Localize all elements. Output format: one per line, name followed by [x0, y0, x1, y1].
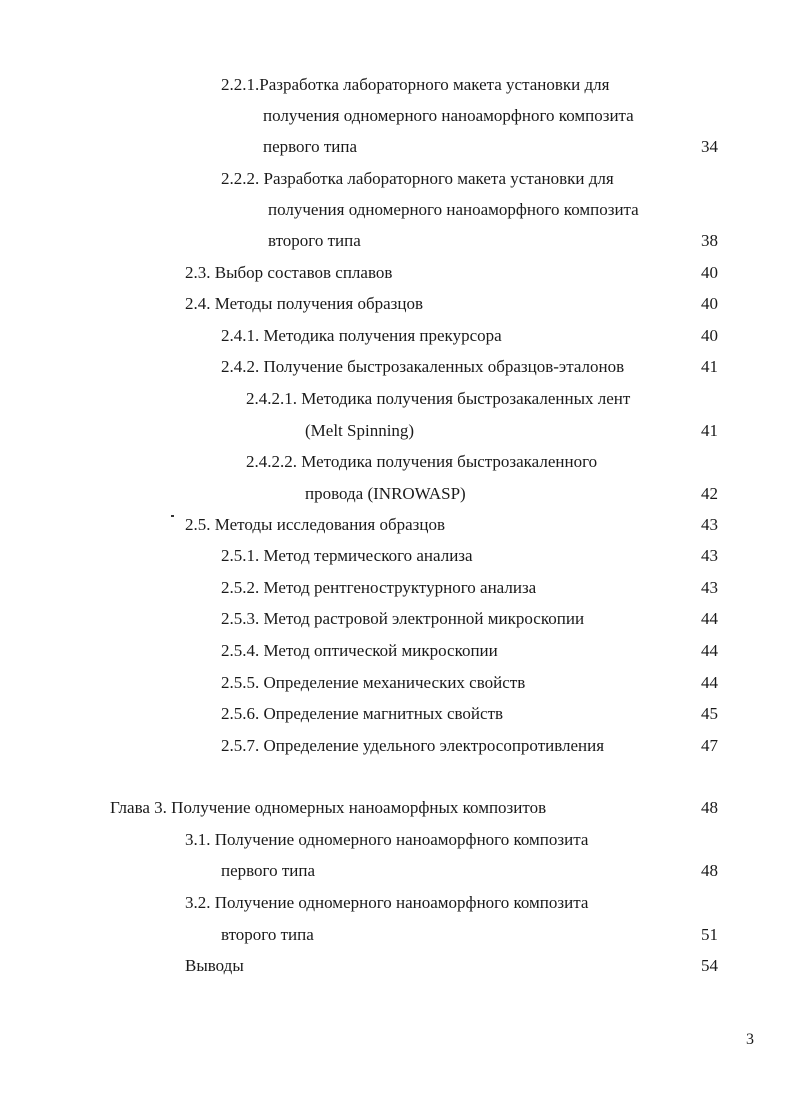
toc-entry-text: 2.4.2.2. Методика получения быстрозакаленного — [246, 452, 598, 471]
toc-entry-text: получения одномерного наноаморфного композита — [263, 106, 634, 125]
toc-entry-text: получения одномерного наноаморфного композита — [268, 200, 639, 219]
toc-entry-text: 3.1. Получение одномерного наноаморфного композита — [185, 830, 589, 849]
toc-entry-text: 2.4.2.1. Методика получения быстрозакаленных лент — [246, 389, 631, 408]
toc-entry-page: 54 — [701, 956, 718, 975]
toc-entry-text: 2.2.2. Разработка лабораторного макета установки для — [221, 169, 614, 188]
toc-entry-text: 2.3. Выбор составов сплавов — [185, 263, 393, 282]
toc-entry-page: 40 — [701, 294, 718, 313]
toc-entry-text: второго типа — [221, 925, 314, 944]
toc-entry-page: 47 — [701, 736, 718, 755]
toc-entry-page: 41 — [701, 357, 718, 376]
toc-entry-page: 44 — [701, 641, 718, 660]
toc-entry-text: первого типа — [263, 137, 358, 156]
toc-entry-page: 41 — [701, 421, 718, 440]
toc-entry-page: 43 — [701, 515, 718, 534]
scan-speck — [171, 515, 174, 517]
toc-entry-text: первого типа — [221, 861, 316, 880]
toc-entry-text: Выводы — [185, 956, 244, 975]
toc-entry-text: 3.2. Получение одномерного наноаморфного композита — [185, 893, 589, 912]
toc-chapter-title: Глава 3. Получение одномерных наноаморфных композитов — [110, 798, 547, 817]
toc-entry-text: 2.5.2. Метод рентгеноструктурного анализа — [221, 578, 537, 597]
toc-entry-page: 43 — [701, 546, 718, 565]
toc-entry-page: 38 — [701, 231, 718, 250]
toc-entry-page: 40 — [701, 263, 718, 282]
toc-entry-page: 51 — [701, 925, 718, 944]
toc-entry-text: 2.5. Методы исследования образцов — [185, 515, 446, 534]
toc-entry-text: 2.4. Методы получения образцов — [185, 294, 423, 313]
toc-entry-text: второго типа — [268, 231, 361, 250]
toc-entry-text: 2.4.2. Получение быстрозакаленных образцов-эталонов — [221, 357, 625, 376]
toc-entry-page: 34 — [701, 137, 718, 156]
toc-entry-text: (Melt Spinning) — [305, 421, 415, 440]
toc-entry-page: 45 — [701, 704, 718, 723]
toc-entry-page: 40 — [701, 326, 718, 345]
toc-entry-text: 2.5.3. Метод растровой электронной микроскопии — [221, 609, 585, 628]
toc-entry-page: 48 — [701, 861, 718, 880]
toc-entry-text: 2.5.5. Определение механических свойств — [221, 673, 526, 692]
toc-entry-text: провода (INROWASP) — [305, 484, 466, 503]
toc-entry-text: 2.5.4. Метод оптической микроскопии — [221, 641, 498, 660]
toc-entry-text: 2.2.1.Разработка лабораторного макета установки для — [221, 75, 610, 94]
toc-entry-text: 2.5.7. Определение удельного электросопротивления — [221, 736, 605, 755]
toc-entry-text: 2.5.6. Определение магнитных свойств — [221, 704, 504, 723]
toc-entry-page: 43 — [701, 578, 718, 597]
toc-entry-page: 44 — [701, 673, 718, 692]
toc-entry-page: 42 — [701, 484, 718, 503]
toc-entry-page: 48 — [701, 798, 718, 817]
toc-entry-page: 44 — [701, 609, 718, 628]
toc-entry-text: 2.4.1. Методика получения прекурсора — [221, 326, 502, 345]
page-number: 3 — [746, 1031, 754, 1048]
toc-entry-text: 2.5.1. Метод термического анализа — [221, 546, 473, 565]
